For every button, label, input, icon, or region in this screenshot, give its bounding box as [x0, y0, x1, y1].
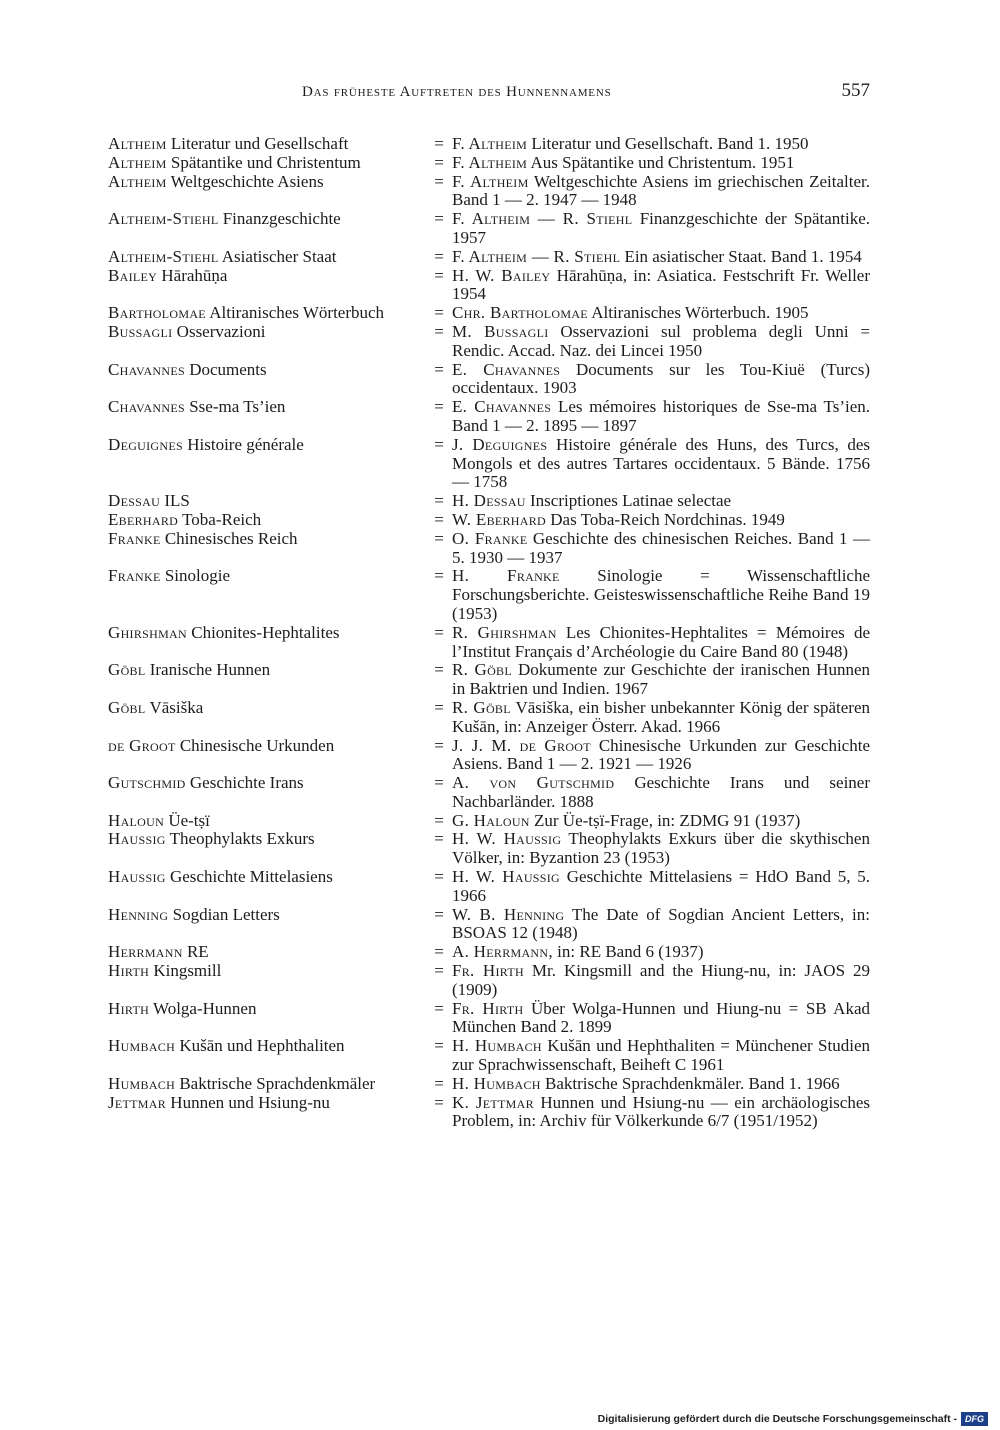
author-name: Altheim-Stiehl — [108, 209, 219, 229]
short-title — [108, 530, 426, 568]
author-name: Humbach — [108, 1036, 176, 1056]
short-title-text: Literatur und Gesellschaft — [170, 134, 349, 153]
citation-author: F. Altheim — [452, 152, 528, 172]
short-title-text: ILS — [164, 491, 190, 511]
full-citation — [452, 135, 870, 154]
author-name: Chavannes — [108, 397, 185, 417]
abbreviation-entry — [108, 1094, 870, 1132]
short-title-text: Histoire générale — [187, 434, 304, 454]
citation-author: F. Altheim — [452, 171, 529, 191]
equals-sign: = — [434, 735, 444, 755]
equals-sign: = — [434, 1092, 444, 1112]
equals-sign: = — [434, 904, 444, 924]
short-title-text: Sinologie — [164, 566, 231, 586]
abbreviation-entry — [108, 323, 870, 361]
citation-author: E. Chavannes — [452, 359, 561, 379]
citation-text: in: RE Band 6 (1937) — [557, 942, 704, 962]
abbreviation-entry — [108, 267, 870, 305]
short-title-text: Kušān und Hephthaliten — [179, 1036, 345, 1056]
short-title — [108, 774, 426, 812]
author-name: Göbl — [108, 660, 146, 680]
short-title — [108, 830, 426, 868]
short-title — [108, 943, 426, 962]
abbreviation-entry — [108, 943, 870, 962]
short-title — [108, 906, 426, 944]
short-title-text: Spätantike und Christentum — [170, 152, 361, 172]
author-name: Jettmar — [108, 1092, 167, 1112]
full-citation — [452, 868, 870, 906]
citation-author: H. W. Bailey — [452, 265, 551, 285]
citation-text: Über Wolga-Hunnen und Hiung-nu = SB Akad München Band 2. 1899 — [452, 998, 870, 1037]
equals-sign: = — [434, 509, 444, 529]
citation-author: F. Altheim — [452, 134, 528, 153]
short-title — [108, 248, 426, 267]
equals-sign: = — [434, 134, 444, 153]
short-title — [108, 154, 426, 173]
footer — [598, 1412, 988, 1426]
short-title — [108, 304, 426, 323]
short-title-text: Toba-Reich — [182, 509, 262, 529]
citation-author: F. Altheim — R. Stiehl — [452, 209, 633, 229]
short-title — [108, 1037, 426, 1075]
full-citation — [452, 1000, 870, 1038]
abbreviation-entry — [108, 868, 870, 906]
full-citation — [452, 248, 870, 267]
short-title — [108, 267, 426, 305]
abbreviation-entry — [108, 1075, 870, 1094]
short-title — [108, 962, 426, 1000]
citation-text: Theophylakts Exkurs über die skythischen Völker, in: Byzantion 23 (1953) — [452, 829, 870, 868]
equals-sign: = — [434, 528, 444, 548]
short-title — [108, 511, 426, 530]
citation-text: Geschichte des chinesischen Reiches. Band 1 — 5. 1930 — 1937 — [452, 528, 870, 567]
equals-sign: = — [434, 434, 444, 454]
citation-author: O. Franke — [452, 528, 528, 548]
author-name: Altheim — [108, 152, 167, 172]
citation-text: Baktrische Sprachdenkmäler. Band 1. 1966 — [544, 1073, 840, 1093]
short-title-text: Wolga-Hunnen — [153, 998, 257, 1018]
short-title-text: Sogdian Letters — [172, 904, 280, 924]
short-title — [108, 661, 426, 699]
short-title-text: Documents — [189, 359, 267, 379]
citation-author: Fr. Hirth — [452, 998, 524, 1018]
citation-author: F. Altheim — R. Stiehl — [452, 246, 621, 266]
author-name: Haussig — [108, 867, 166, 887]
full-citation — [452, 624, 870, 662]
short-title — [108, 361, 426, 399]
full-citation — [452, 1075, 870, 1094]
author-name: Humbach — [108, 1073, 176, 1093]
equals-sign: = — [434, 359, 444, 379]
citation-text: Weltgeschichte Asiens im griechischen Zeitalter. Band 1 — 2. 1947 — 1948 — [452, 171, 870, 210]
short-title-text: Finanzgeschichte — [222, 209, 341, 229]
author-name: Bailey — [108, 265, 158, 285]
author-name: Eberhard — [108, 509, 179, 529]
abbreviation-entry — [108, 304, 870, 323]
author-name: Göbl — [108, 697, 146, 717]
short-title — [108, 567, 426, 623]
citation-text: Mr. Kingsmill and the Hiung-nu, in: JAOS 29 (1909) — [452, 961, 870, 999]
citation-text: Literatur und Gesellschaft. Band 1. 1950 — [531, 134, 809, 153]
short-title — [108, 1000, 426, 1038]
abbreviation-entry — [108, 398, 870, 436]
equals-sign: = — [434, 697, 444, 717]
equals-sign: = — [434, 773, 444, 793]
abbreviation-entry — [108, 511, 870, 530]
full-citation — [452, 1094, 870, 1132]
short-title-text: Sse-ma Ts’ien — [189, 397, 286, 417]
short-title-text: RE — [186, 942, 209, 962]
abbreviation-entry — [108, 436, 870, 492]
equals-sign: = — [434, 867, 444, 887]
citation-text: Zur Üe-tṣï-Frage, in: ZDMG 91 (1937) — [534, 810, 801, 830]
full-citation — [452, 1037, 870, 1075]
citation-author: W. B. Henning — [452, 904, 565, 924]
short-title — [108, 173, 426, 211]
author-name: Haloun — [108, 810, 165, 830]
citation-text: Finanzgeschichte der Spätantike. 1957 — [452, 209, 871, 247]
full-citation — [452, 812, 870, 831]
short-title-text: Chinesische Urkunden — [179, 735, 335, 755]
equals-sign: = — [434, 660, 444, 680]
author-name: Gutschmid — [108, 773, 186, 793]
citation-author: H. Humbach — [452, 1073, 541, 1093]
author-name: Deguignes — [108, 434, 183, 454]
citation-author: J. Deguignes — [452, 434, 548, 454]
full-citation — [452, 304, 870, 323]
full-citation — [452, 737, 870, 775]
citation-text: Les mémoires historiques de Sse-ma Ts’ien. Band 1 — 2. 1895 — 1897 — [452, 397, 871, 435]
short-title-text: Chinesisches Reich — [164, 528, 298, 548]
equals-sign: = — [434, 829, 444, 849]
equals-sign: = — [434, 810, 444, 830]
abbreviation-entry — [108, 1037, 870, 1075]
full-citation — [452, 774, 870, 812]
author-name: de Groot — [108, 735, 176, 755]
dfg-logo: DFG — [961, 1412, 988, 1426]
abbreviation-entry — [108, 661, 870, 699]
equals-sign: = — [434, 321, 444, 341]
citation-text: Kušān und Hephthaliten = Münchener Studien zur Sprachwissenschaft, Beiheft C 1961 — [452, 1036, 870, 1075]
equals-sign: = — [434, 265, 444, 285]
equals-sign: = — [434, 1073, 444, 1093]
abbreviation-entry — [108, 830, 870, 868]
author-name: Franke — [108, 566, 161, 586]
author-name: Hirth — [108, 998, 150, 1018]
abbreviation-entry — [108, 492, 870, 511]
equals-sign: = — [434, 303, 444, 323]
short-title-text: Altiranisches Wörterbuch — [209, 303, 385, 323]
abbreviation-entry — [108, 173, 870, 211]
full-citation — [452, 398, 870, 436]
citation-author: H. Franke — [452, 566, 560, 586]
short-title-text: Hārahūṇa — [161, 265, 228, 285]
citation-author: A. Herrmann, — [452, 942, 553, 962]
author-name: Bartholomae — [108, 303, 206, 323]
page-number: 557 — [841, 80, 870, 101]
short-title — [108, 436, 426, 492]
full-citation — [452, 699, 870, 737]
full-citation — [452, 906, 870, 944]
abbreviation-entry — [108, 135, 870, 154]
citation-text: The Date of Sogdian Ancient Letters, in: BSOAS 12 (1948) — [452, 904, 870, 943]
author-name: Altheim — [108, 171, 167, 191]
funding-credit: Digitalisierung gefördert durch die Deutsche Forschungsgemeinschaft - — [597, 1413, 957, 1425]
citation-text: Hunnen und Hsiung-nu — ein archäologisches Problem, in: Archiv für Völkerkunde 6/7 (1951/1952) — [452, 1092, 871, 1131]
short-title-text: Geschichte Mittelasiens — [169, 867, 333, 887]
author-name: Chavannes — [108, 359, 185, 379]
citation-author: K. Jettmar — [452, 1092, 534, 1112]
author-name: Franke — [108, 528, 161, 548]
equals-sign: = — [434, 1036, 444, 1056]
citation-text: Inscriptiones Latinae selectae — [530, 491, 732, 511]
citation-author: Chr. Bartholomae — [452, 303, 588, 323]
abbreviation-entry — [108, 210, 870, 248]
abbreviation-entry — [108, 962, 870, 1000]
abbreviation-entry — [108, 737, 870, 775]
short-title-text: Vāsiška — [149, 697, 204, 717]
full-citation — [452, 323, 870, 361]
page-header — [108, 80, 870, 110]
short-title-text: Asiatischer Staat — [221, 246, 337, 266]
author-name: Ghirshman — [108, 622, 187, 642]
full-citation — [452, 530, 870, 568]
citation-text: Das Toba-Reich Nordchinas. 1949 — [550, 509, 785, 529]
citation-text: Dokumente zur Geschichte der iranischen Hunnen in Baktrien und Indien. 1967 — [452, 660, 870, 699]
author-name: Altheim-Stiehl — [108, 246, 219, 266]
citation-author: R. Göbl — [452, 660, 512, 680]
equals-sign: = — [434, 171, 444, 191]
citation-text: Chinesische Urkunden zur Geschichte Asiens. Band 1 — 2. 1921 — 1926 — [452, 735, 870, 774]
short-title — [108, 737, 426, 775]
author-name: Henning — [108, 904, 169, 924]
full-citation — [452, 173, 870, 211]
abbreviation-entry — [108, 248, 870, 267]
citation-text: Documents sur les Tou-Kiuë (Turcs) occidentaux. 1903 — [452, 359, 870, 398]
equals-sign: = — [434, 491, 444, 511]
citation-text: Aus Spätantike und Christentum. 1951 — [530, 152, 795, 172]
citation-text: Osservazioni sul problema degli Unni = Rendic. Accad. Naz. dei Lincei 1950 — [452, 321, 870, 360]
abbreviation-entry — [108, 774, 870, 812]
author-name: Herrmann — [108, 942, 183, 962]
equals-sign: = — [434, 961, 444, 981]
citation-author: A. von Gutschmid — [452, 773, 615, 793]
short-title-text: Iranische Hunnen — [149, 660, 271, 680]
abbreviation-entry — [108, 567, 870, 623]
abbreviation-entry — [108, 361, 870, 399]
short-title-text: Kingsmill — [153, 961, 222, 981]
short-title-text: Weltgeschichte Asiens — [170, 171, 324, 191]
citation-author: G. Haloun — [452, 810, 530, 830]
short-title — [108, 699, 426, 737]
citation-text: Sinologie = Wissenschaftliche Forschungsberichte. Geisteswissenschaftliche Reihe Band 19 (1953) — [452, 566, 871, 623]
short-title-text: Osservazioni — [176, 321, 266, 341]
citation-author: R. Göbl — [452, 697, 511, 717]
citation-text: Histoire générale des Huns, des Turcs, des Mongols et des autres Tartares occidentaux. 5 Bände. 1756 — 1758 — [452, 434, 871, 492]
equals-sign: = — [434, 942, 444, 962]
full-citation — [452, 210, 870, 248]
author-name: Altheim — [108, 134, 167, 153]
short-title-text: Geschichte Irans — [189, 773, 304, 793]
citation-text: Altiranisches Wörterbuch. 1905 — [591, 303, 809, 323]
citation-text: Ein asiatischer Staat. Band 1. 1954 — [624, 246, 862, 266]
short-title-text: Baktrische Sprachdenkmäler — [179, 1073, 376, 1093]
citation-author: H. Dessau — [452, 491, 526, 511]
author-name: Hirth — [108, 961, 150, 981]
full-citation — [452, 361, 870, 399]
full-citation — [452, 492, 870, 511]
abbreviation-entry — [108, 530, 870, 568]
equals-sign: = — [434, 246, 444, 266]
equals-sign: = — [434, 566, 444, 586]
full-citation — [452, 830, 870, 868]
running-title: Das früheste Auftreten des Hunnennamens — [302, 84, 612, 100]
full-citation — [452, 943, 870, 962]
short-title — [108, 1094, 426, 1132]
citation-text: Geschichte Mittelasiens = HdO Band 5, 5. 1966 — [452, 867, 870, 905]
citation-author: H. W. Haussig — [452, 867, 560, 887]
citation-text: Geschichte Irans und seiner Nachbarländer. 1888 — [452, 773, 870, 811]
abbreviation-entry — [108, 1000, 870, 1038]
citation-author: M. Bussagli — [452, 321, 549, 341]
short-title — [108, 812, 426, 831]
citation-author: Fr. Hirth — [452, 961, 524, 981]
short-title — [108, 868, 426, 906]
citation-text: Vāsiška, ein bisher unbekannter König der späteren Kušān, in: Anzeiger Österr. Akad. 1966 — [452, 697, 870, 736]
short-title — [108, 492, 426, 511]
short-title — [108, 210, 426, 248]
full-citation — [452, 436, 870, 492]
short-title-text: Üe-tṣï — [168, 810, 210, 830]
citation-text: Hārahūṇa, in: Asiatica. Festschrift Fr. Weller 1954 — [452, 265, 871, 304]
author-name: Haussig — [108, 829, 166, 849]
full-citation — [452, 154, 870, 173]
equals-sign: = — [434, 209, 444, 229]
citation-author: E. Chavannes — [452, 397, 552, 417]
citation-author: H. W. Haussig — [452, 829, 562, 849]
short-title-text: Chionites-Hephtalites — [191, 622, 340, 642]
short-title — [108, 398, 426, 436]
equals-sign: = — [434, 622, 444, 642]
full-citation — [452, 567, 870, 623]
citation-author: J. J. M. de Groot — [452, 735, 591, 755]
equals-sign: = — [434, 397, 444, 417]
short-title-text: Theophylakts Exkurs — [169, 829, 315, 849]
short-title-text: Hunnen und Hsiung-nu — [170, 1092, 330, 1112]
full-citation — [452, 511, 870, 530]
equals-sign: = — [434, 998, 444, 1018]
abbreviation-entry — [108, 624, 870, 662]
citation-author: W. Eberhard — [452, 509, 547, 529]
equals-sign: = — [434, 152, 444, 172]
author-name: Bussagli — [108, 321, 173, 341]
abbreviation-entry — [108, 812, 870, 831]
author-name: Dessau — [108, 491, 161, 511]
abbreviation-entry — [108, 906, 870, 944]
citation-author: R. Ghirshman — [452, 622, 557, 642]
full-citation — [452, 267, 870, 305]
full-citation — [452, 661, 870, 699]
short-title — [108, 135, 426, 154]
abbreviation-entry — [108, 154, 870, 173]
short-title — [108, 624, 426, 662]
abbreviation-entry — [108, 699, 870, 737]
short-title — [108, 1075, 426, 1094]
citation-author: H. Humbach — [452, 1036, 542, 1056]
citation-text: Les Chionites-Hephtalites = Mémoires de l’Institut Français d’Archéologie du Caire Band 80 (1948) — [452, 622, 870, 661]
full-citation — [452, 962, 870, 1000]
short-title — [108, 323, 426, 361]
abbreviation-list — [108, 135, 870, 1131]
